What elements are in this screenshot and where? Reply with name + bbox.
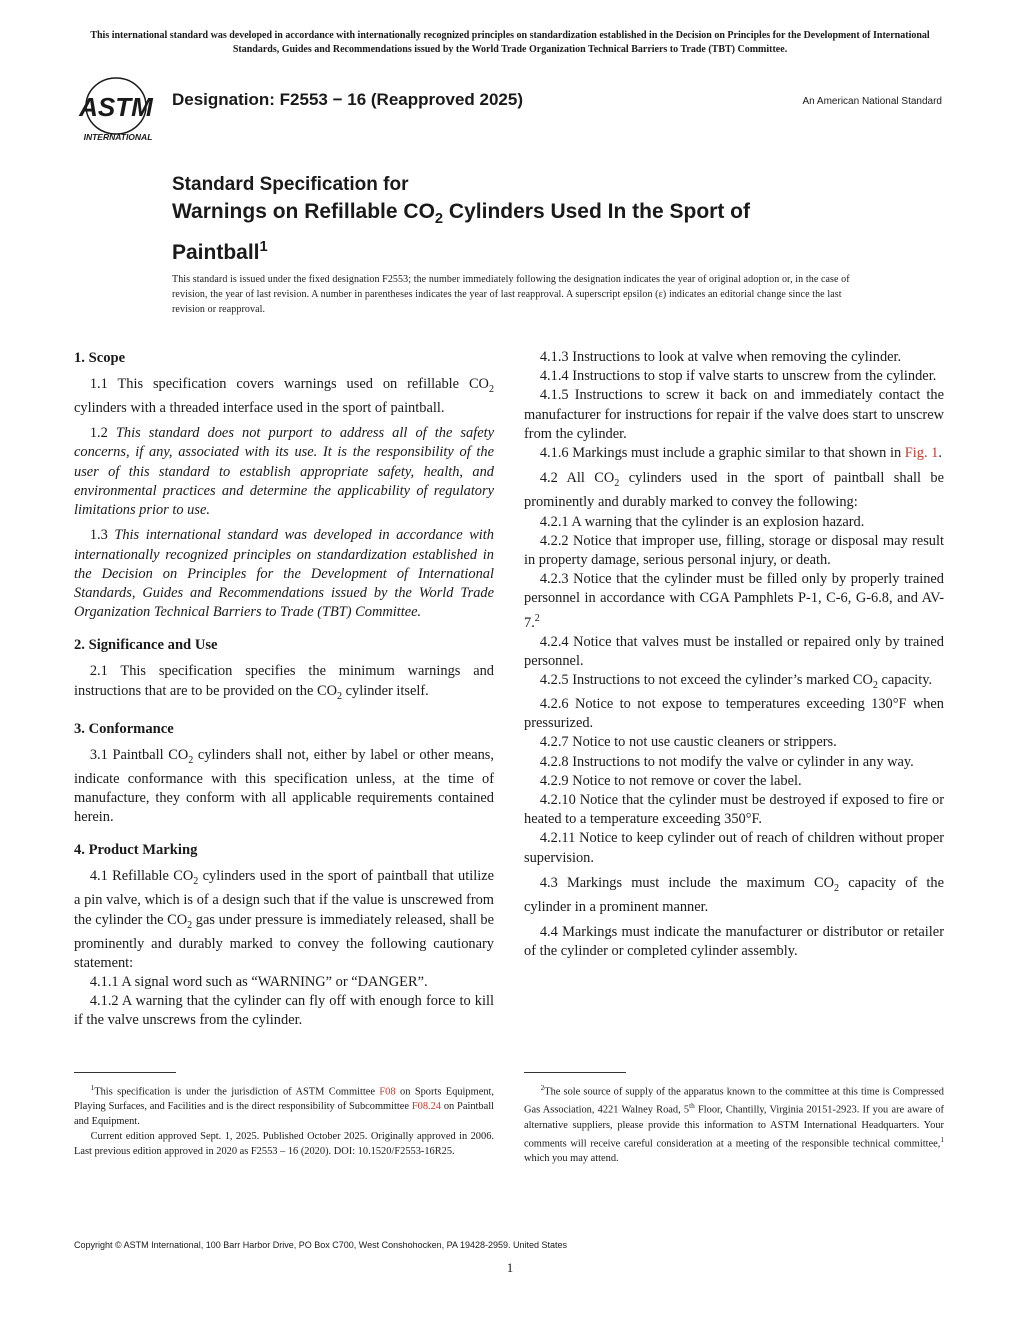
paragraph-4-2-7: 4.2.7 Notice to not use caustic cleaners or strippers. — [539, 734, 837, 751]
copyright: Copyright © ASTM International, 100 Barr Harbor Drive, PO Box C700, West Conshohocken, PA 19428-2959. United States — [74, 1240, 568, 1250]
tbt-notice: This international standard was developed in accordance with internationally recognized principles on standardization established in the Decision on Principles for the Development of International Standards, Guides and Recommendations issued by the World Trade Organization Technical Barriers to Trade (TBT) Committee. — [90, 30, 930, 55]
issued-note: This standard is issued under the fixed designation F2553; the number immediately following the designation indicates the year of original adoption or, in the case of revision, the year of last revision. A number in parentheses indicates the year of last reapproval. A superscript epsilon (ε) indicates an editorial change since the last revision or reapproval. — [172, 274, 850, 315]
footnote-2: $^2$The sole source of supply of the apparatus known to the committee at this time is Compressed Gas Association, 4221 Walney Road, 5th Floor, Chantilly, Virginia 20151-2923. If you are aware of alternative suppliers, please provide this information to ASTM International Headquarters. Your comments will receive careful consideration at a meeting of the responsible technical committee,$^1$ which you may attend. — [524, 1084, 945, 1165]
paragraph-4-2-6: 4.2.6 Notice to not expose to temperatures exceeding 130°F when pressurized. — [524, 696, 944, 732]
paragraph-4-4: 4.4 Markings must indicate the manufacturer or distributor or retailer of the cylinder or completed cylinder assembly. — [524, 924, 944, 960]
figure-1-link[interactable]: Fig. 1 — [904, 445, 939, 462]
section-heading-conformance: 3. Conformance — [74, 720, 174, 737]
right-column — [524, 348, 944, 962]
paragraph-4-2-9: 4.2.9 Notice to not remove or cover the label. — [539, 772, 802, 789]
footnote-divider — [524, 1072, 626, 1073]
paragraph-4-2-11: 4.2.11 Notice to keep cylinder out of reach of children without proper supervision. — [524, 830, 944, 866]
document-title — [172, 172, 892, 267]
national-standard-label: An American National Standard — [802, 96, 942, 107]
page-number: 1 — [506, 1260, 514, 1275]
logo-subtext: INTERNATIONAL — [83, 132, 153, 142]
footnote-ref[interactable]: 2 — [534, 612, 540, 624]
paragraph-1-2: 1.2 This standard does not purport to address all of the safety concerns, if any, associated with its use. It is the responsibility of the user of this standard to establish appropriate safety, health, and environmental practices and determine the applicability of regulatory limitations prior to use. — [74, 425, 494, 519]
footnote-divider — [74, 1072, 176, 1073]
title-subscript: 2 — [434, 211, 444, 228]
footnote-1-edition: Current edition approved Sept. 1, 2025. Published October 2025. Originally approved in 2006. Last previous edition approved in 2020 as F2553 – 16 (2020). DOI: 10.1520/F2553-16R25. — [74, 1131, 494, 1158]
title-text: Warnings on Refillable CO — [172, 200, 435, 223]
paragraph-1-1: 1.1 This specification covers warnings used on refillable $CO_2$ cylinders with a threaded interface used in the sport of paintball. — [74, 376, 494, 417]
paragraph-4-2-2: 4.2.2 Notice that improper use, filling, storage or disposal may result in property damage, serious personal injury, or death. — [524, 532, 944, 568]
logo-text: ASTM — [79, 92, 153, 122]
paragraph-4-1-2: 4.1.2 A warning that the cylinder can fly off with enough force to kill if the valve unscrews from the cylinder. — [74, 993, 494, 1029]
paragraph-4-1-3: 4.1.3 Instructions to look at valve when removing the cylinder. — [539, 349, 902, 365]
paragraph-4-2-5: 4.2.5 Instructions to not exceed the cylinder’s marked $CO_2$ capacity. — [539, 671, 933, 691]
paragraph-4-2-10: 4.2.10 Notice that the cylinder must be destroyed if exposed to fire or heated to a temperature exceeding 350°F. — [524, 792, 944, 828]
footnote-1: $^1$This specification is under the jurisdiction of ASTM Committee F08 on Sports Equipment, Playing Surfaces, and Facilities and is the direct responsibility of Subcommittee F08.24 on Paintball and Equipment. Current edition approved Sept. 1, 2025. Published October 2025. Originally approved in 2006. Last previous edition approved in 2020 as F2553 – 16 (2020). DOI: 10.1520/F2553-16R25. — [74, 1084, 494, 1158]
astm-logo — [74, 76, 162, 144]
paragraph-4-1-5: 4.1.5 Instructions to screw it back on and immediately contact the manufacturer for instructions for repair if the valve does start to unscrew from the cylinder. — [524, 387, 944, 442]
designation: Designation: F2553 − 16 (Reapproved 2025) — [172, 90, 523, 109]
paragraph-4-2: 4.2 All $CO_2$ cylinders used in the sport of paintball shall be prominently and durably marked to convey the following: — [524, 470, 944, 511]
paragraph-3-1: 3.1 Paintball $CO_2$ cylinders shall not, either by label or other means, indicate conformance with this specification unless, at the time of manufacture, they conform with all applicable requirements contained herein. — [74, 746, 494, 826]
title-text: Cylinders Used In the Sport of — [443, 200, 750, 223]
paragraph-4-3: 4.3 Markings must include the maximum $CO_2$ capacity of the cylinder in a prominent manner. — [524, 874, 944, 915]
section-heading-scope: 1. Scope — [74, 350, 126, 366]
committee-f08-link[interactable]: F08 — [379, 1086, 396, 1098]
subcommittee-f08-24-link[interactable]: F08.24 — [411, 1101, 442, 1113]
paragraph-4-1-1: 4.1.1 A signal word such as “WARNING” or “DANGER”. — [89, 974, 428, 991]
paragraph-4-2-4: 4.2.4 Notice that valves must be installed or repaired only by trained personnel. — [524, 633, 944, 669]
paragraph-4-2-1: 4.2.1 A warning that the cylinder is an explosion hazard. — [539, 513, 865, 530]
section-heading-significance: 2. Significance and Use — [74, 637, 218, 654]
title-line-1: Standard Specification for — [172, 174, 409, 195]
title-text: Paintball — [172, 241, 260, 265]
section-heading-product-marking: 4. Product Marking — [74, 842, 198, 859]
left-column — [74, 348, 494, 1031]
paragraph-1-3: 1.3 This international standard was developed in accordance with internationally recognized principles on standardization established in the Decision on Principles for the Development of International Standards, Guides and Recommendations issued by the World Trade Organization Technical Barriers to Trade (TBT) Committee. — [74, 527, 494, 621]
paragraph-4-1-6: 4.1.6 Markings must include a graphic similar to that shown in Fig. 1. — [539, 445, 942, 462]
paragraph-2-1: 2.1 This specification specifies the minimum warnings and instructions that are to be provided on the $CO_2$ cylinder itself. — [74, 663, 494, 702]
paragraph-4-2-8: 4.2.8 Instructions to not modify the valve or cylinder in any way. — [539, 753, 914, 770]
paragraph-4-1-4: 4.1.4 Instructions to stop if valve starts to unscrew from the cylinder. — [539, 368, 937, 385]
paragraph-4-1: 4.1 Refillable $CO_2$ cylinders used in the sport of paintball that utilize a pin valve, which is of a design such that if the value is unscrewed from the cylinder the $CO_2$ gas under pressure is immediately released, shall be prominently and durably marked to convey the following cautionary statement: — [74, 868, 494, 971]
footnote-ref[interactable]: 1 — [259, 239, 268, 256]
paragraph-4-2-3: 4.2.3 Notice that the cylinder must be filled only by properly trained personnel in accordance with CGA Pamphlets P-1, C-6, G-6.8, and AV-7.$^2$ — [524, 571, 944, 631]
title-line-2 — [172, 198, 892, 267]
